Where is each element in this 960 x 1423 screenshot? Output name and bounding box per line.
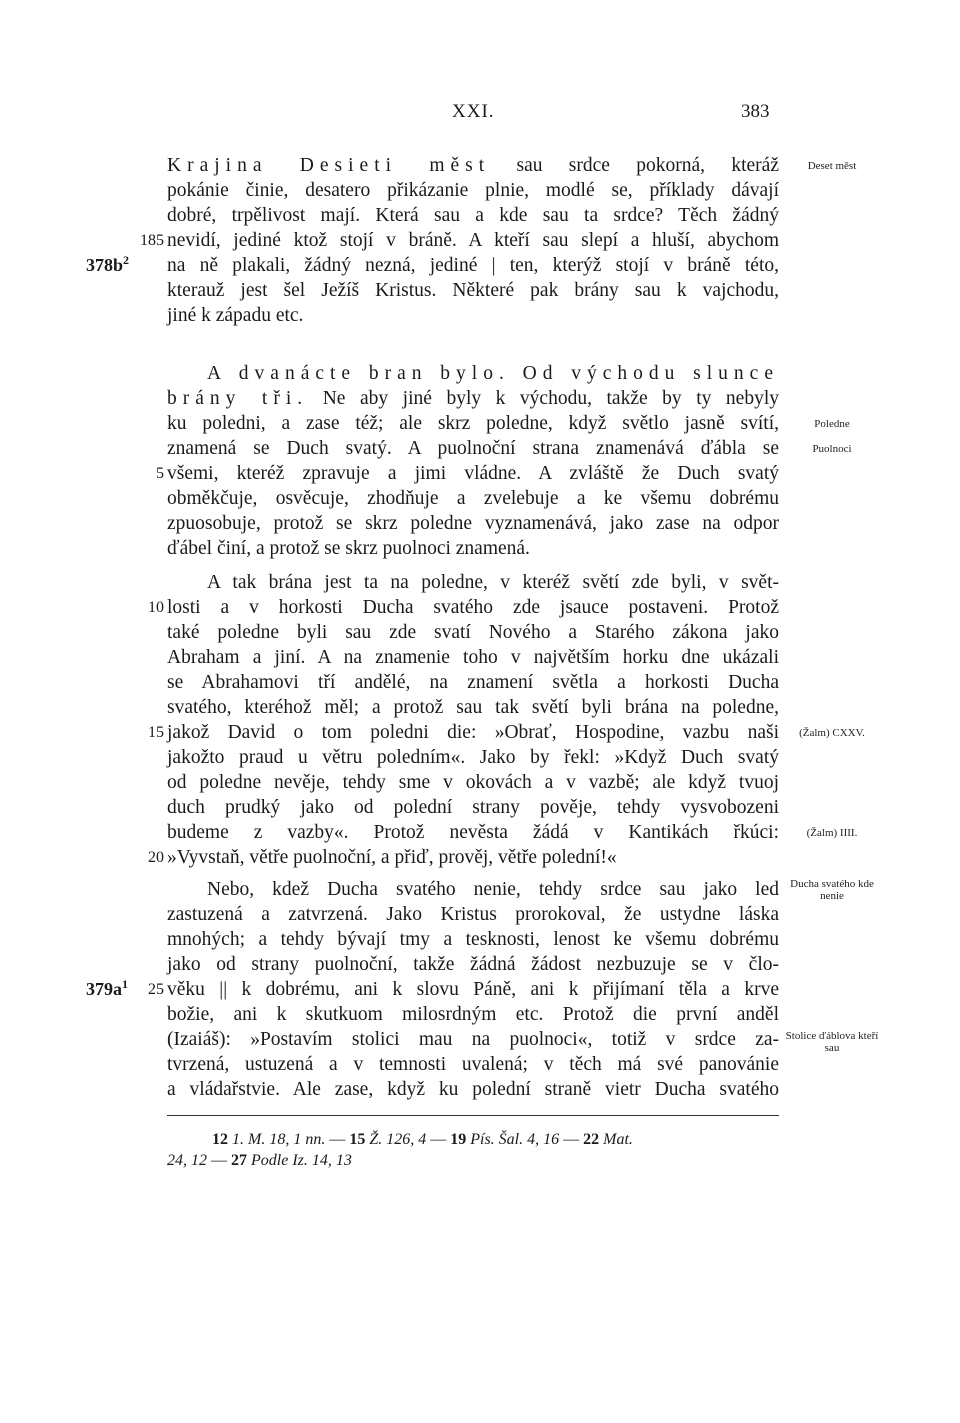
text-line: božie, ani k skutkuom milosrdným etc. Protož die první anděl bbox=[167, 1004, 779, 1025]
folio-marker: $379a^1$ bbox=[86, 977, 128, 999]
margin-note: (Žalm) IIII. bbox=[806, 827, 858, 839]
text-line: ku poledni, a zase též; ale skrz poledne, když světlo jasně svítí, bbox=[167, 413, 779, 434]
margin-note: Puolnoci bbox=[812, 443, 852, 455]
text-line: dobré, trpělivost mají. Která sau a kde sau ta srdce? Těch žádný bbox=[167, 205, 779, 226]
text-line: Abraham a jiní. A na znamenie toho v najvětším horku dne ukázali bbox=[167, 647, 779, 668]
text-line: od poledne nevěje, tehdy sme v okovách a v vazbě; ale když tvuoj bbox=[167, 772, 779, 793]
text-line: obměkčuje, osvěcuje, zhodňuje a zvelebuje a ke všemu dobrému bbox=[167, 488, 779, 509]
text-line: A tak brána jest ta na poledne, v kteréž světí zde byli, v svět- bbox=[207, 572, 779, 593]
text-line: pokánie činie, desatero přikázanie plnie, modlé se, příklady dávají bbox=[167, 180, 779, 201]
text-line: kterauž jest šel Ježíš Kristus. Některé pak brány sau k vajchodu, bbox=[167, 280, 779, 301]
text-line: »Vyvstaň, větře puolnoční, a přiď, prověj, větře polední!« bbox=[167, 847, 617, 868]
margin-note: (Žalm) CXXV. bbox=[799, 727, 865, 739]
text-line: a vládařstvie. Ale zase, když ku polední straně vietr Ducha svatého bbox=[167, 1079, 779, 1100]
text-line: Nebo, kdež Ducha svatého nenie, tehdy srdce sau jako led bbox=[207, 879, 779, 900]
text-line: jakožto praud u větru poledním«. Jako by řekl: »Když Duch svatý bbox=[167, 747, 779, 768]
text-line: na ně plakali, žádný nezná, jediné | ten, kterýž stojí v bráně této, bbox=[167, 255, 779, 276]
text-line: všemi, kteréž zpravuje a jimi vládne. A zvláště že Duch svatý bbox=[167, 463, 779, 484]
text-line: Krajina Desieti měst sau srdce pokorná, kteráž bbox=[167, 155, 779, 176]
line-number: 25 bbox=[148, 981, 164, 998]
chapter-title: XXI. bbox=[452, 101, 495, 122]
text-line: (Izaiáš): »Postavím stolici mau na puolnoci«, totiž v srdce za- bbox=[167, 1029, 779, 1050]
text-line: tvrzená, ustuzená a v temnosti uvalená; v těch má své panovánie bbox=[167, 1054, 779, 1075]
text-line: také poledne byli sau zde svatí Nového a Starého zákona jako bbox=[167, 622, 779, 643]
footnote-line: 12 1. M. 18, 1 nn. — 15 Ž. 126, 4 — 19 Pís. Šal. 4, 16 — 22 Mat. bbox=[212, 1131, 633, 1148]
page-number: 383 bbox=[741, 101, 770, 122]
line-number: 185 bbox=[140, 232, 164, 249]
text-line: losti a v horkosti Ducha svatého zde jsauce postaveni. Protož bbox=[167, 597, 779, 618]
margin-note: Poledne bbox=[814, 418, 850, 430]
margin-note: Stolice ďáblova kteří sau bbox=[785, 1030, 879, 1054]
text-line: ďábel činí, a protož se skrz puolnoci znamená. bbox=[167, 538, 530, 559]
line-number: 20 bbox=[148, 849, 164, 866]
text-line: jako od strany puolnoční, takže žádná žádost nezbuzuje se v člo- bbox=[167, 954, 779, 975]
text-line: se Abrahamovi tří andělé, na znamení světla a horkosti Ducha bbox=[167, 672, 779, 693]
text-line: budeme z vazby«. Protož nevěsta žádá v Kantikách řkúci: bbox=[167, 822, 779, 843]
line-number: 5 bbox=[156, 465, 164, 482]
text-line: A dvanácte bran bylo. Od východu slunce bbox=[207, 363, 779, 384]
footnote-rule bbox=[167, 1115, 779, 1116]
running-header bbox=[0, 101, 960, 131]
line-number: 10 bbox=[148, 599, 164, 616]
text-line: brány tři. Ne aby jiné byly k východu, takže by ty nebyly bbox=[167, 388, 779, 409]
text-line: mnohých; a tehdy bývají tmy a tesknosti, lenost ke všemu dobrému bbox=[167, 929, 779, 950]
text-line: jiné k západu etc. bbox=[167, 305, 304, 326]
text-line: věku || k dobrému, ani k slovu Páně, ani k přijímaní těla a krve bbox=[167, 979, 779, 1000]
text-line: znamená se Duch svatý. A puolnoční strana znamenává ďábla se bbox=[167, 438, 779, 459]
folio-marker: $378b^2$ bbox=[86, 253, 130, 275]
text-line: svatého, kteréhož měl; a protož sau tak světí byli brána na poledne, bbox=[167, 697, 779, 718]
margin-note: Ducha svatého kde nenie bbox=[790, 878, 874, 902]
text-line: zastuzená a zatvrzená. Jako Kristus prorokoval, že ustydne láska bbox=[167, 904, 779, 925]
line-number: 15 bbox=[148, 724, 164, 741]
margin-note: Deset měst bbox=[807, 160, 857, 172]
text-line: zpuosobuje, protož se skrz poledne vyznamenává, jako zase na odpor bbox=[167, 513, 779, 534]
footnote-line: 24, 12 — 27 Podle Iz. 14, 13 bbox=[167, 1152, 352, 1169]
text-line: duch prudký jako od polední strany pověje, tehdy vysvobozeni bbox=[167, 797, 779, 818]
text-line: nevidí, jediné ktož stojí v bráně. A kteří sau slepí a hluší, abychom bbox=[167, 230, 779, 251]
text-line: jakož David o tom poledni die: »Obrať, Hospodine, vazbu naši bbox=[167, 722, 779, 743]
